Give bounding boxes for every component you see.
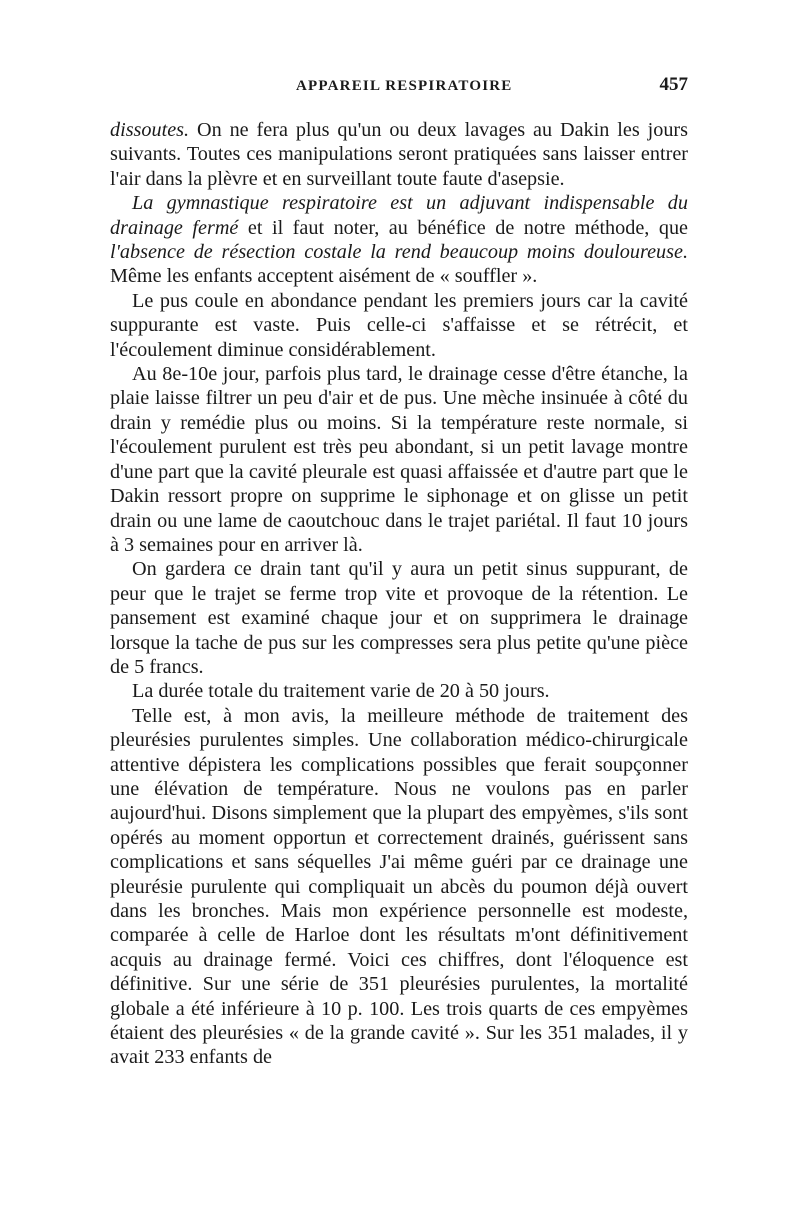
body-text — [110, 118, 688, 1070]
text-run: Même les enfants acceptent aisément de « souffler ». — [110, 265, 538, 288]
italic-phrase: l'absence de résection costale la rend beaucoup moins douloureuse. — [110, 241, 688, 264]
paragraph — [110, 191, 688, 289]
paragraph — [110, 118, 688, 191]
text-run: et il faut noter, au bénéfice de notre méthode, que — [238, 216, 689, 239]
paragraph — [110, 704, 688, 1070]
page-header — [110, 72, 688, 112]
book-page — [110, 72, 689, 1069]
text-run: On gardera ce drain tant qu'il y aura un petit sinus suppurant, de peur que le trajet se ferme trop vite et provoque de la rétention. Le pansement est examiné chaque jour et on supprimera le drainage lorsque la tache de pus sur les compresses sera plus petite qu'une pièce de 5 francs. — [110, 558, 688, 678]
text-run: Telle est, à mon avis, la meilleure méthode de traitement des pleurésies purulentes simples. Une collaboration médico-chirurgicale attentive dépistera les complications possibles que ferait soupçonner une élévation de température. Nous ne voulons pas en parler aujourd'hui. Disons simplement que la plupart des empyèmes, s'ils sont opérés au moment opportun et correctement drainés, guérissent sans complications et sans séquelles J'ai même guéri par ce drainage une pleurésie purulente qui compliquait un abcès du poumon déjà ouvert dans les bronches. Mais mon expérience personnelle est modeste, comparée à celle de Harloe dont les résultats m'ont définitivement acquis au drainage fermé. Voici ces chiffres, dont l'éloquence est définitive. Sur une série de 351 pleurésies purulentes, la mortalité globale a été inférieure à 10 p. 100. Les trois quarts de ces empyèmes étaient des pleurésies « de la grande cavité ». Sur les 351 malades, il y avait 233 enfants de — [110, 704, 688, 1069]
paragraph — [110, 679, 688, 703]
text-run: Le pus coule en abondance pendant les premiers jours car la cavité suppurante est vaste. Puis celle-ci s'affaisse et se rétrécit, et l'écoulement diminue considérablement. — [110, 289, 688, 361]
text-run: Au 8e-10e jour, parfois plus tard, le drainage cesse d'être étanche, la plaie laisse filtrer un peu d'air et de pus. Une mèche insinuée à côté du drain y remédie plus ou moins. Si la température reste normale, si l'écoulement purulent est très peu abondant, si un petit lavage montre d'une part que la cavité pleurale est quasi affaissée et d'autre part que le Dakin ressort propre on supprime le siphonage et on glisse un petit drain ou une lame de caoutchouc dans le trajet pariétal. Il faut 10 jours à 3 semaines pour en arriver là. — [110, 363, 688, 556]
text-run: On ne fera plus qu'un ou deux lavages au Dakin les jours suivants. Toutes ces manipulations seront pratiquées sans laisser entrer l'air dans la plèvre et en surveillant toute faute d'asepsie. — [110, 119, 688, 190]
paragraph — [110, 557, 688, 679]
italic-phrase: dissoutes. — [110, 119, 190, 141]
italic-phrase: La gymnastique respiratoire est un adjuvant indispensable du drainage fermé — [110, 192, 688, 239]
text-run: La durée totale du traitement varie de 20 à 50 jours. — [132, 680, 550, 703]
page-number: 457 — [659, 74, 688, 95]
paragraph — [110, 362, 688, 557]
running-title: APPAREIL RESPIRATOIRE — [296, 78, 513, 94]
paragraph — [110, 289, 688, 362]
